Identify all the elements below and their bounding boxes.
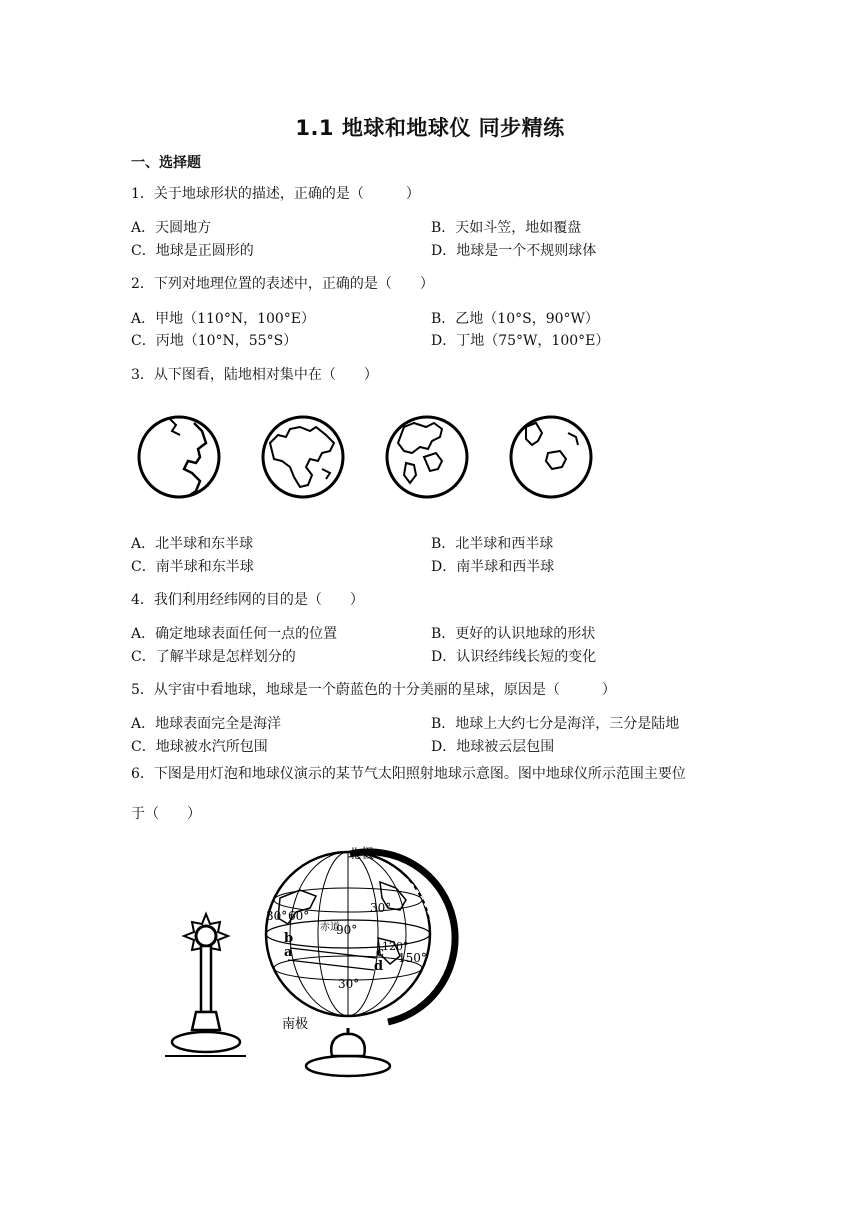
point-b-label: b	[284, 931, 294, 946]
question-2-option-a[interactable]: A．甲地（110°N，100°E）	[131, 311, 316, 327]
question-4-option-d[interactable]: D．认识经纬线长短的变化	[431, 649, 597, 665]
question-2-stem: 2．下列对地理位置的表述中，正确的是（ ）	[131, 276, 434, 292]
earth-hemisphere-icon	[511, 417, 591, 497]
lon-90-label: 90°	[336, 923, 358, 937]
question-1-option-c[interactable]: C．地球是正圆形的	[131, 243, 254, 259]
question-5-stem: 5．从宇宙中看地球，地球是一个蔚蓝色的十分美丽的星球，原因是（ ）	[131, 682, 616, 698]
question-5-option-d[interactable]: D．地球被云层包围	[431, 739, 555, 755]
question-2-option-c[interactable]: C．丙地（10°N，55°S）	[131, 333, 298, 349]
question-3-stem: 3．从下图看，陆地相对集中在（ ）	[131, 367, 378, 383]
lat-30-north-label: 30°	[370, 901, 392, 915]
question-2-option-d[interactable]: D．丁地（75°W，100°E）	[431, 333, 610, 349]
question-6-stem: 6．下图是用灯泡和地球仪演示的某节气太阳照射地球示意图。图中地球仪所示范围主要位	[131, 766, 686, 782]
question-4-option-b[interactable]: B．更好的认识地球的形状	[431, 626, 596, 642]
point-c-label: c	[376, 945, 384, 960]
question-5-option-b[interactable]: B．地球上大约七分是海洋，三分是陆地	[431, 716, 680, 732]
earth-hemisphere-icon	[387, 417, 467, 497]
lat-30-south-label: 30°	[338, 977, 360, 991]
south-pole-label: 南极	[282, 1017, 309, 1032]
sun-globe-figure	[160, 838, 460, 1078]
lon-120-label: 120°	[382, 940, 409, 953]
question-3-option-b[interactable]: B．北半球和西半球	[431, 536, 554, 552]
question-2-option-b[interactable]: B．乙地（10°S，90°W）	[431, 311, 599, 327]
question-4-stem: 4．我们利用经纬网的目的是（ ）	[131, 592, 364, 608]
question-1-stem: 1．关于地球形状的描述，正确的是（ ）	[131, 186, 420, 202]
earth-hemisphere-icon	[139, 417, 219, 497]
lon-30-label: 30°	[266, 909, 288, 923]
north-pole-label: 北极	[348, 847, 375, 862]
lon-60-label: 60°	[288, 909, 310, 923]
sun-lamp-icon	[165, 914, 246, 1056]
question-4-option-a[interactable]: A．确定地球表面任何一点的位置	[131, 626, 338, 642]
question-3-option-c[interactable]: C．南半球和东半球	[131, 559, 254, 575]
page-title: 1.1 地球和地球仪 同步精练	[295, 116, 565, 140]
question-5-option-a[interactable]: A．地球表面完全是海洋	[131, 716, 282, 732]
question-4-option-c[interactable]: C．了解半球是怎样划分的	[131, 649, 296, 665]
hemispheres-figure	[136, 413, 606, 503]
question-3-option-a[interactable]: A．北半球和东半球	[131, 536, 254, 552]
question-5-option-c[interactable]: C．地球被水汽所包围	[131, 739, 268, 755]
point-a-label: a	[284, 945, 293, 960]
question-1-option-b[interactable]: B．天如斗笠，地如覆盘	[431, 220, 582, 236]
question-1-option-d[interactable]: D．地球是一个不规则球体	[431, 243, 597, 259]
point-d-label: d	[374, 959, 384, 974]
question-3-option-d[interactable]: D．南半球和西半球	[431, 559, 555, 575]
section-heading: 一、选择题	[131, 155, 201, 171]
lon-150-label: 150°	[398, 951, 427, 965]
question-1-option-a[interactable]: A．天圆地方	[131, 220, 212, 236]
question-6-stem-continued: 于（ ）	[131, 806, 201, 822]
equator-label: 赤道	[320, 922, 340, 933]
earth-hemisphere-icon	[263, 417, 343, 497]
